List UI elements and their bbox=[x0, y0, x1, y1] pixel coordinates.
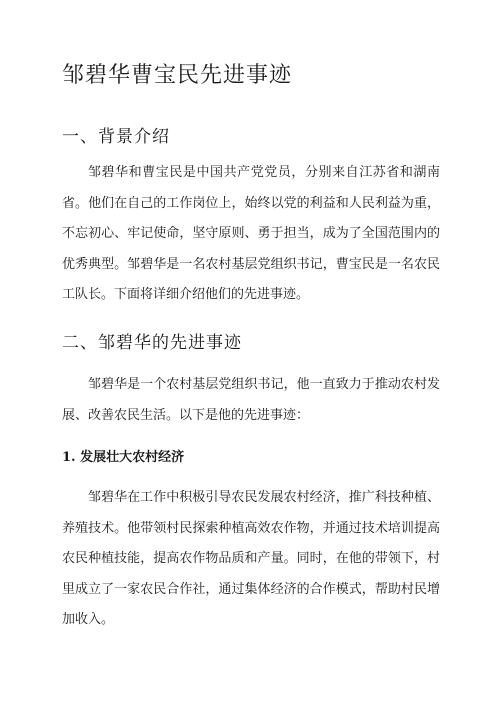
subsection-heading-rural-economy: 1. 发展壮大农村经济 bbox=[62, 450, 185, 465]
zou-bihua-intro-paragraph: 邹碧华是一个农村基层党组织书记，他一直致力于推动农村发展、改善农民生活。以下是他的先进事迹： bbox=[62, 377, 440, 423]
section-heading-zou-bihua: 二、邹碧华的先进事迹 bbox=[62, 333, 242, 353]
background-paragraph: 邹碧华和曹宝民是中国共产党党员，分别来自江苏省和湖南省。他们在自己的工作岗位上，始终以党的利益和人民利益为重，不忘初心、牢记使命，坚守原则、勇于担当，成为了全国范围内的优秀典型。邹碧华是一名农村基层党组织书记，曹宝民是一名农民工队长。下面将详细介绍他们的先进事迹。 bbox=[62, 165, 440, 302]
rural-economy-paragraph: 邹碧华在工作中积极引导农民发展农村经济，推广科技种植、养殖技术。他带领村民探索种植高效农作物，并通过技术培训提高农民种植技能，提高农作物品质和产量。同时，在他的带领下，村里成立了一家农民合作社，通过集体经济的合作模式，帮助村民增加收入。 bbox=[62, 490, 440, 627]
section-heading-background: 一、背景介绍 bbox=[62, 127, 170, 147]
document-title: 邹碧华曹宝民先进事迹 bbox=[62, 63, 293, 88]
